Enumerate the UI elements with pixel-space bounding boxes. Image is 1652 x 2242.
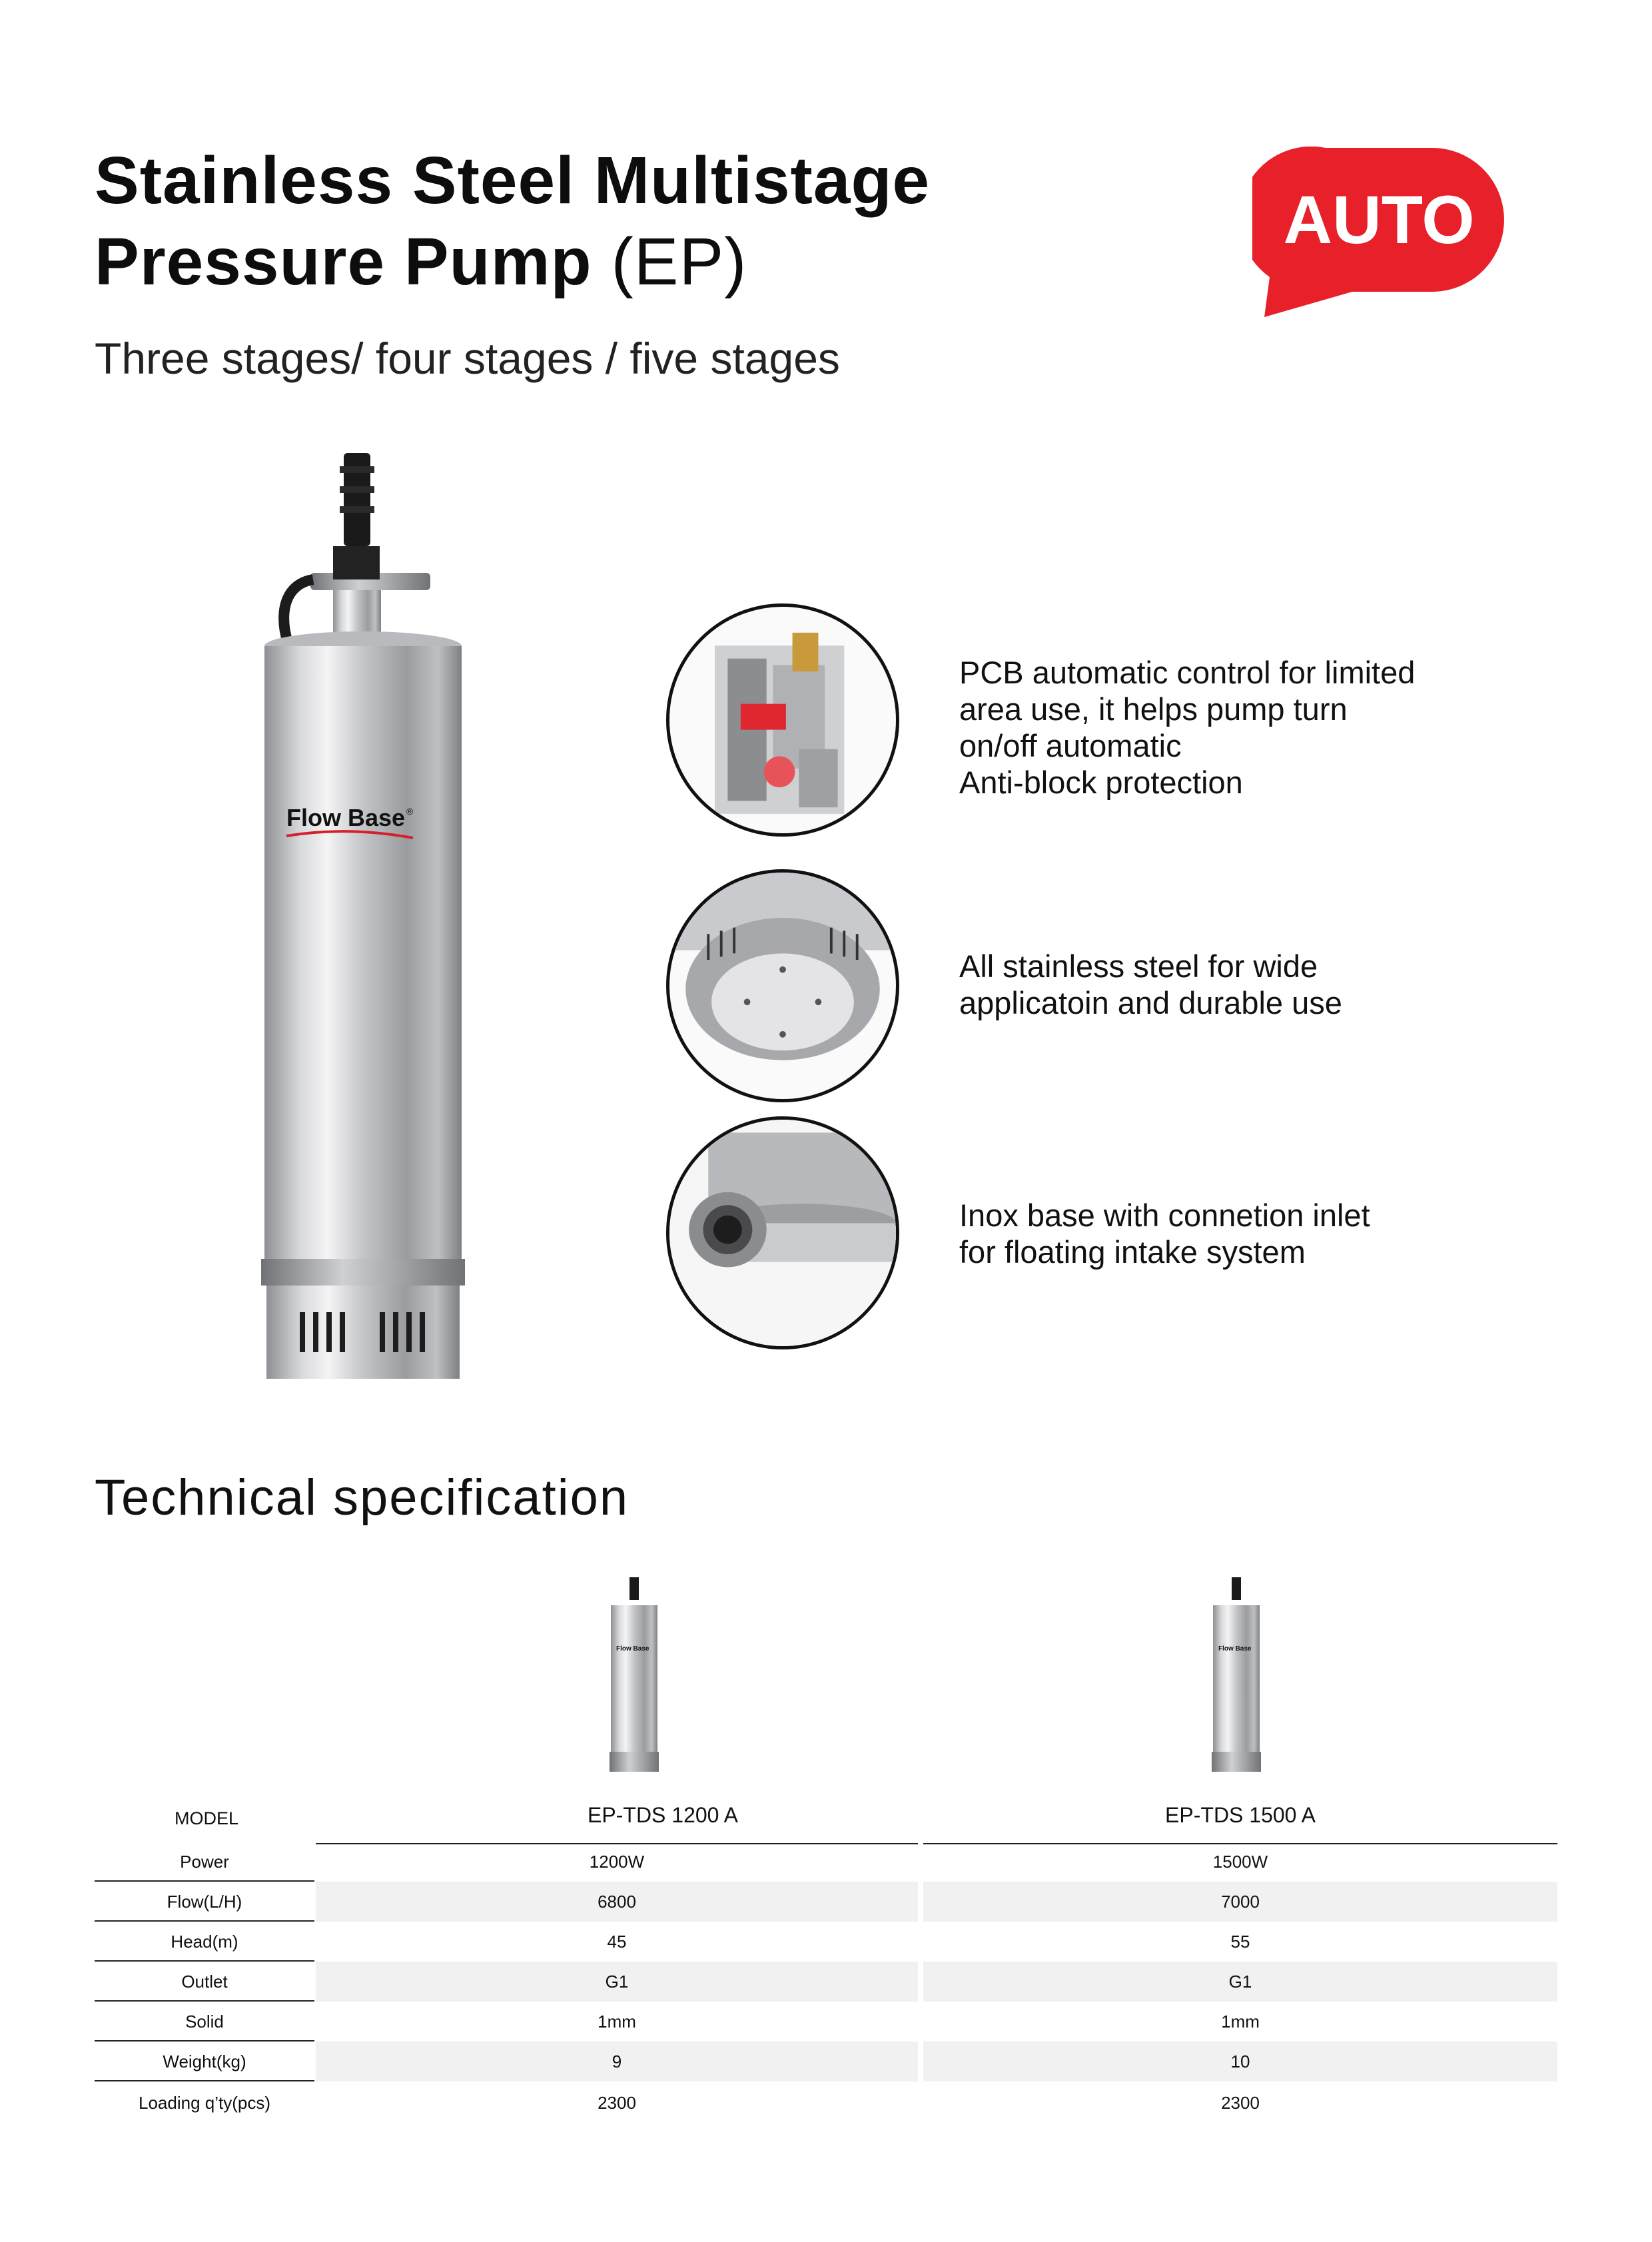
feature-text-stainless: All stainless steel for wide applicatoin and durable use (959, 948, 1342, 1020)
page-subtitle: Three stages/ four stages / five stages (95, 334, 840, 383)
svg-text:Flow Base: Flow Base (616, 1645, 649, 1653)
page-title (95, 140, 1160, 302)
pump-product-image (246, 453, 486, 1385)
title-line-2: Pressure Pump (95, 224, 592, 299)
row-value-1: 1mm (598, 2012, 636, 2032)
row-value-1: 45 (607, 1932, 627, 1952)
title-line-1: Stainless Steel Multistage (95, 143, 931, 218)
feature-text-pcb-control: PCB automatic control for limited area use, it helps pump turn on/off automatic Anti-block protection (959, 655, 1416, 800)
row-value-2: 7000 (923, 1882, 1557, 1922)
feature-image-stainless-base (666, 869, 899, 1102)
row-value-2: 10 (923, 2042, 1557, 2081)
inlet-connection-icon (669, 1120, 896, 1346)
table-row (95, 2042, 1560, 2081)
row-value-1: G1 (316, 1962, 918, 2002)
table-row (95, 1882, 1560, 1922)
row-label: Head(m) (171, 1932, 238, 1952)
svg-text:Flow Base: Flow Base (1218, 1645, 1252, 1653)
table-row (95, 2002, 1560, 2042)
feature-text-inox: Inox base with connetion inlet for floating intake system (959, 1198, 1370, 1270)
svg-text:®: ® (406, 806, 414, 817)
row-value-2: 1mm (1221, 2012, 1260, 2032)
row-label: Loading q’ty(pcs) (139, 2093, 270, 2113)
model-thumbnail-1200 (602, 1577, 668, 1777)
table-row (95, 1962, 1560, 2002)
row-label: Flow(L/H) (167, 1892, 242, 1912)
feature-image-pcb-control (666, 603, 899, 837)
row-label: Power (180, 1852, 229, 1872)
auto-badge (1252, 147, 1505, 320)
pump-base-bottom-icon (669, 873, 896, 1099)
control-board-cutaway-icon (669, 607, 896, 833)
brand-logo: Flow Base (286, 804, 406, 831)
feature-image-inox-inlet (666, 1116, 899, 1349)
table-row (95, 2083, 1560, 2123)
table-row (95, 1842, 1560, 1882)
row-label: Outlet (181, 1972, 228, 1992)
row-divider (95, 2080, 314, 2081)
auto-badge-label: AUTO (1283, 181, 1475, 258)
row-value-2: 1500W (1212, 1852, 1268, 1872)
model-label: MODEL (174, 1808, 239, 1828)
row-value-1: 9 (316, 2042, 918, 2081)
model-thumbnail-1500 (1204, 1577, 1270, 1777)
model-name-1: EP-TDS 1200 A (588, 1803, 738, 1827)
row-value-2: 55 (1230, 1932, 1250, 1952)
model-name-2: EP-TDS 1500 A (1165, 1803, 1316, 1827)
spec-heading: Technical specification (95, 1469, 629, 1526)
row-label: Weight(kg) (163, 2052, 246, 2071)
row-value-1: 6800 (316, 1882, 918, 1922)
title-suffix: (EP) (611, 224, 747, 299)
row-value-1: 1200W (589, 1852, 645, 1872)
row-value-1: 2300 (598, 2093, 636, 2113)
row-value-2: 2300 (1221, 2093, 1260, 2113)
row-value-2: G1 (923, 1962, 1557, 2002)
row-label: Solid (185, 2012, 224, 2032)
table-row (95, 1922, 1560, 1962)
